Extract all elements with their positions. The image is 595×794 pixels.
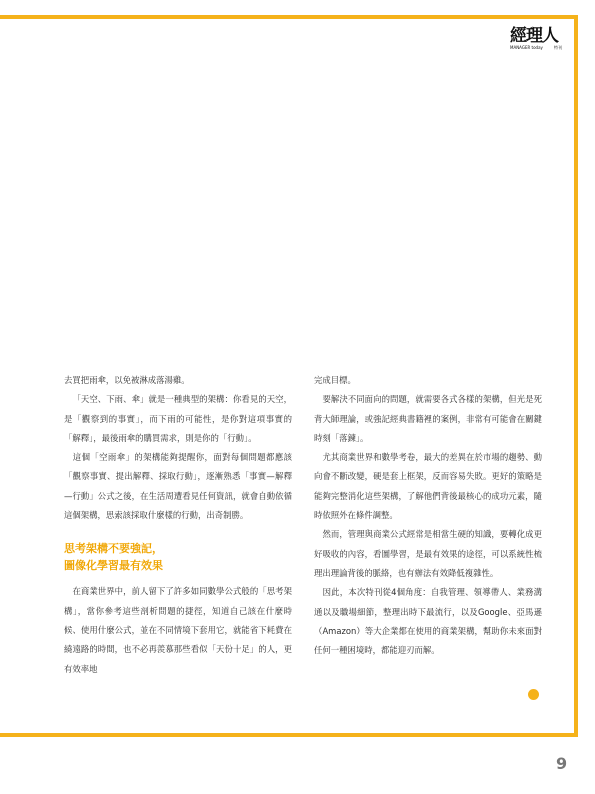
brand-sub-right: 特刊 (554, 45, 562, 50)
paragraph (314, 583, 542, 660)
paragraph-text: 尤其商業世界和數學考卷，最大的差異在於市場的趨勢、動向會不斷改變，硬是套上框架，反而容易失敗。更好的策略是能夠完整消化這些架構，了解他們背後最核心的成功元素，隨時依照外在條件調整。 (314, 452, 542, 521)
paragraph (314, 448, 542, 525)
frame-right-border (574, 15, 578, 737)
section-heading-line: 思考架構不要強記， (64, 542, 163, 556)
frame-bottom-border (0, 733, 578, 737)
paragraph-text: 因此，本次特刊從4個角度：自我管理、領導帶人、業務溝通以及職場細節，整理出時下最流行，以及Google、亞馬遜（Amazon）等大企業都在使用的商業架構，幫助你未來面對任何一種困境時，都能迎刃而解。 (314, 587, 542, 656)
page-number: 9 (556, 754, 568, 773)
paragraph (314, 525, 542, 583)
section-heading (64, 540, 292, 574)
brand-sub-left: MANAGER today (510, 45, 543, 50)
paragraph (64, 390, 292, 448)
frame-top-border (0, 15, 574, 19)
paragraph-text: 在商業世界中，前人留下了許多如同數學公式般的「思考架構」，當你參考這些剖析問題的捷徑，知道自己該在什麼時候、使用什麼公式，並在不同情境下套用它，就能省下耗費在繞遠路的時間，也不必再羨慕那些看似「天份十足」的人，更有效率地 (64, 586, 292, 674)
end-mark-dot (528, 689, 539, 700)
paragraph: 完成目標。 (314, 375, 356, 385)
brand-logo (510, 27, 570, 50)
section-heading-line: 圖像化學習最有效果 (64, 559, 163, 573)
paragraph-text: 這個「空雨傘」的架構能夠提醒你，面對每個問題都應該「觀察事實、提出解釋、採取行動」，逐漸熟悉「事實—解釋—行動」公式之後，在生活周遭看見任何資訊，就會自動依循這個架構，思索該採取什麼樣的行動，出奇制勝。 (64, 452, 292, 521)
paragraph-text: 然而，管理與商業公式經常是相當生硬的知識，要轉化成更好吸收的內容，看圖學習，是最有效果的途徑，可以系統性梳理出理論背後的脈絡，也有辦法有效降低複雜性。 (314, 529, 542, 578)
paragraph-text: 要解決不同面向的問題，就需要各式各樣的架構，但光是死背大師理論，或強記經典書籍裡的案例，非常有可能會在關鍵時刻「落鍊」。 (314, 394, 542, 443)
left-column (64, 371, 292, 679)
right-column (314, 371, 542, 660)
paragraph (64, 448, 292, 525)
paragraph-text: 「天空、下雨、傘」就是一種典型的架構：你看見的天空，是「觀察到的事實」，而下雨的可能性，是你對這項事實的「解釋」，最後雨傘的購買需求，則是你的「行動」。 (64, 394, 292, 443)
paragraph: 去買把雨傘，以免被淋成落湯雞。 (64, 375, 190, 385)
paragraph (314, 390, 542, 448)
brand-subtitle (510, 45, 562, 50)
brand-title: 經理人 (510, 26, 558, 46)
paragraph (64, 582, 292, 678)
